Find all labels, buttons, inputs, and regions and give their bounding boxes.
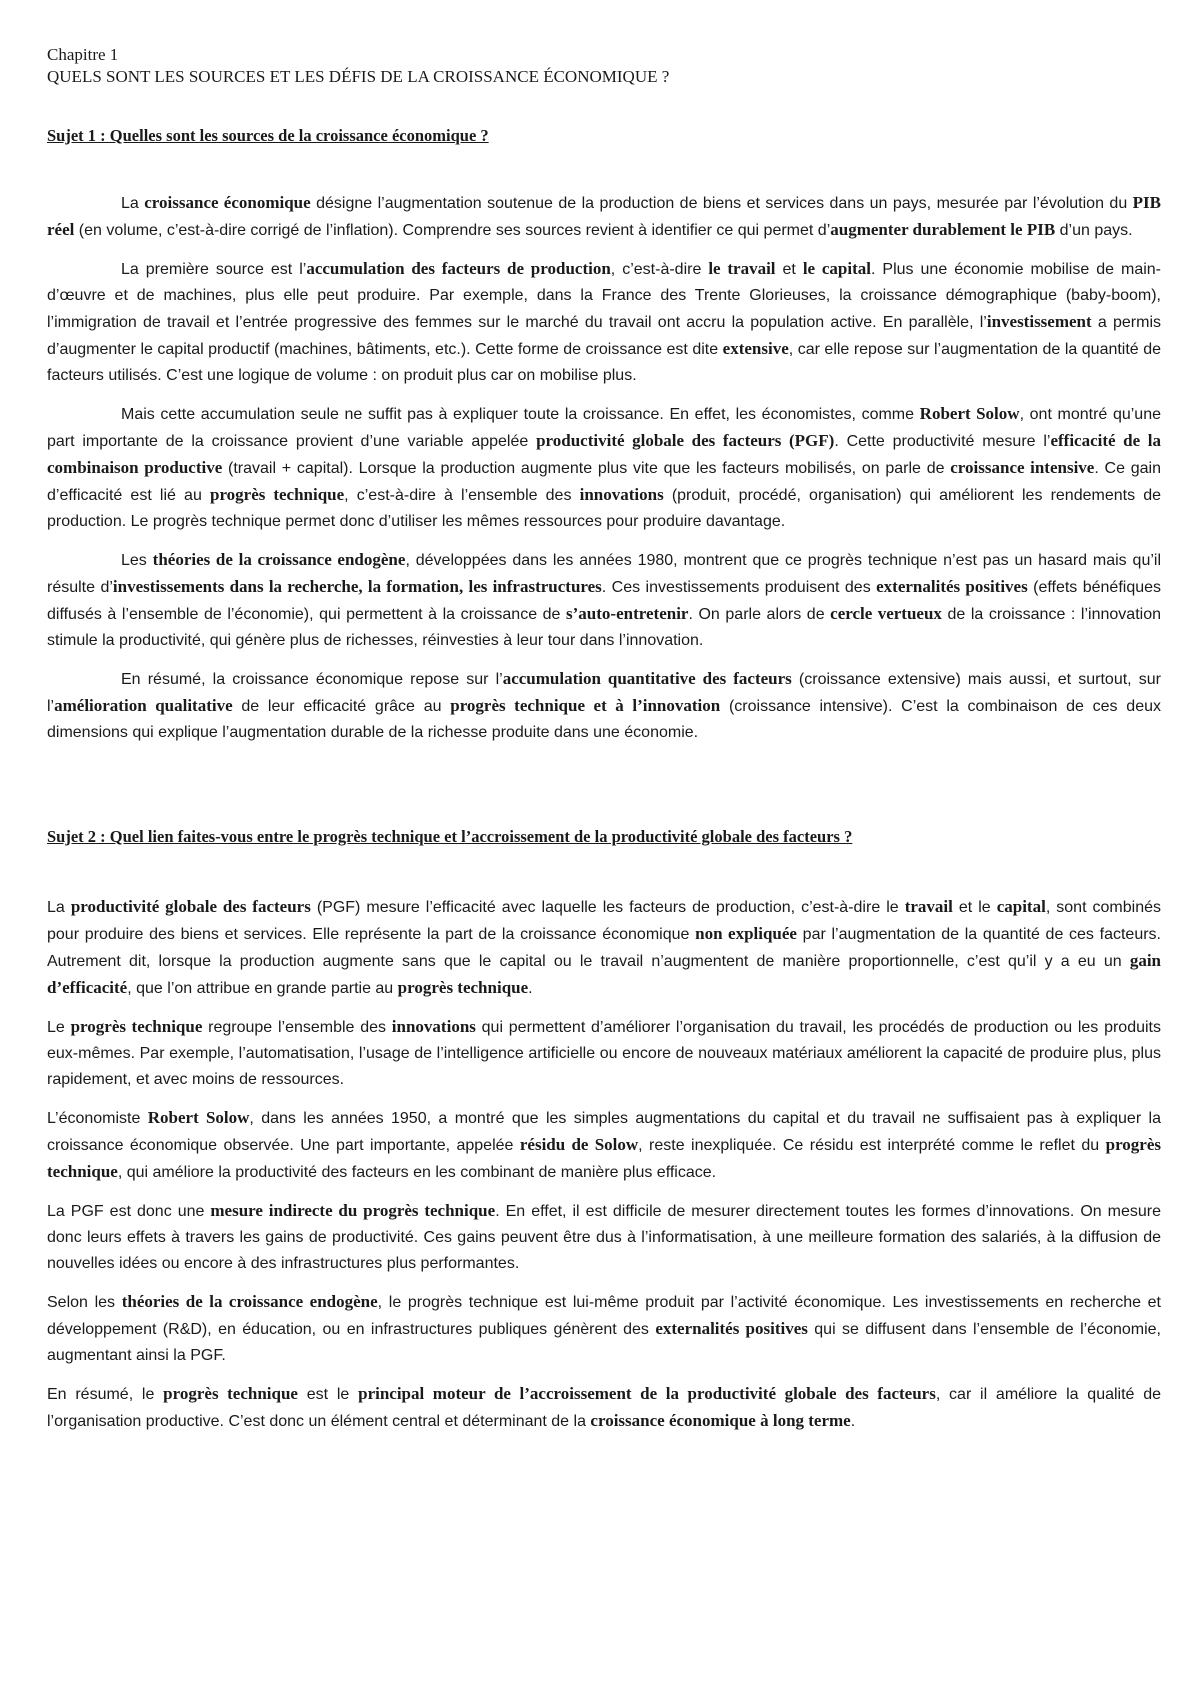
emphasis-term: amélioration qualitative (54, 696, 233, 715)
emphasis-term: innovations (579, 485, 664, 504)
subject-2-paragraph: La PGF est donc une mesure indirecte du progrès technique. En effet, il est difficile de mesurer directement toutes les formes d’innovations. On mesure donc leurs effets à travers les gains de productivité. Ces gains peuvent être dus à l’informatisation, à une meilleure formation des salariés, à la diffusion de nouvelles idées ou encore à des infrastructures plus performantes. (47, 1201, 1161, 1272)
subject-1-section (47, 125, 1161, 746)
chapter-number: Chapitre 1 (47, 45, 119, 64)
emphasis-term: Robert Solow (919, 404, 1020, 423)
document-page (47, 44, 1161, 1447)
emphasis-term: théories de la croissance endogène (152, 550, 406, 569)
emphasis-term: efficacité de la combinaison productive (47, 431, 1161, 477)
emphasis-term: cercle vertueux (830, 604, 942, 623)
subject-2-paragraph: L’économiste Robert Solow, dans les années 1950, a montré que les simples augmentations du capital et du travail ne suffisaient pas à expliquer la croissance économique observée. Une part importante, appelée résidu de Solow, reste inexpliquée. Ce résidu est interprété comme le reflet du progrès technique, qui améliore la productivité des facteurs en les combinant de manière plus efficace. (47, 1108, 1162, 1181)
emphasis-term: extensive (722, 339, 789, 358)
subject-1-paragraph: Les théories de la croissance endogène, développées dans les années 1980, montrent que ce progrès technique n’est pas un hasard mais qu’il résulte d’investissements dans la recherche, la formation, les infrastructures. Ces investissements produisent des externalités positives (effets bénéfiques diffusés à l’ensemble de l’économie), qui permettent à la croissance de s’auto-entretenir. On parle alors de cercle vertueux de la croissance : l’innovation stimule la productivité, qui génère plus de richesses, réinvesties à leur tour dans l’innovation. (47, 550, 1162, 649)
subject-1-title: Sujet 1 : Quelles sont les sources de la croissance économique ? (47, 126, 489, 145)
subject-2-section (47, 826, 1161, 1435)
emphasis-term: progrès technique (70, 1017, 203, 1036)
subject-2-paragraph: La productivité globale des facteurs (PGF) mesure l’efficacité avec laquelle les facteurs de production, c’est-à-dire le travail et le capital, sont combinés pour produire des biens et services. Elle représente la part de la croissance économique non expliquée par l’augmentation de la quantité de ces facteurs. Autrement dit, lorsque la production augmente sans que le capital ou le travail n’augmentent de manière proportionnelle, c’est qu’il y a eu un gain d’efficacité, que l’on attribue en grande partie au progrès technique. (47, 897, 1161, 997)
emphasis-term: principal moteur de l’accroissement de la productivité globale des facteurs (358, 1384, 936, 1403)
emphasis-term: investissements dans la recherche, la formation, les infrastructures (112, 577, 602, 596)
emphasis-term: le capital (802, 259, 871, 278)
subject-1-paragraph: Mais cette accumulation seule ne suffit pas à expliquer toute la croissance. En effet, les économistes, comme Robert Solow, ont montré qu’une part importante de la croissance provient d’une variable appelée productivité globale des facteurs (PGF). Cette productivité mesure l’efficacité de la combinaison productive (travail + capital). Lorsque la production augmente plus vite que les facteurs mobilisés, on parle de croissance intensive. Ce gain d’efficacité est lié au progrès technique, c’est-à-dire à l’ensemble des innovations (produit, procédé, organisation) qui améliorent les rendements de production. Le progrès technique permet donc d’utiliser les mêmes ressources pour produire davantage. (47, 404, 1162, 530)
emphasis-term: mesure indirecte du progrès technique (210, 1201, 496, 1220)
emphasis-term: croissance intensive (950, 458, 1095, 477)
emphasis-term: capital (996, 897, 1046, 916)
chapter-title: QUELS SONT LES SOURCES ET LES DÉFIS DE LA CROISSANCE ÉCONOMIQUE ? (47, 67, 670, 86)
emphasis-term: progrès technique et à l’innovation (450, 696, 721, 715)
subject-2-title: Sujet 2 : Quel lien faites-vous entre le progrès technique et l’accroissement de la productivité globale des facteurs ? (47, 827, 853, 846)
subject-2-paragraph: En résumé, le progrès technique est le principal moteur de l’accroissement de la productivité globale des facteurs, car il améliore la qualité de l’organisation productive. C’est donc un élément central et déterminant de la croissance économique à long terme. (47, 1384, 1162, 1430)
emphasis-term: externalités positives (876, 577, 1028, 596)
emphasis-term: théories de la croissance endogène (121, 1292, 378, 1311)
emphasis-term: accumulation quantitative des facteurs (502, 669, 792, 688)
emphasis-term: non expliquée (695, 924, 797, 943)
emphasis-term: innovations (391, 1017, 476, 1036)
emphasis-term: progrès technique (163, 1384, 298, 1403)
emphasis-term: progrès technique (209, 485, 345, 504)
emphasis-term: croissance économique à long terme (590, 1411, 851, 1430)
emphasis-term: gain d’efficacité (47, 951, 1161, 997)
emphasis-term: Robert Solow (147, 1108, 250, 1127)
emphasis-term: progrès technique (397, 978, 529, 997)
emphasis-term: croissance économique (144, 193, 311, 212)
emphasis-term: progrès technique (47, 1135, 1162, 1181)
subject-1-paragraph: La première source est l’accumulation des facteurs de production, c’est-à-dire le travail et le capital. Plus une économie mobilise de main-d’œuvre et de machines, plus elle peut produire. Par exemple, dans la France des Trente Glorieuses, la croissance démographique (baby-boom), l’immigration de travail et l’entrée progressive des femmes sur le marché du travail ont accru la population active. En parallèle, l’investissement a permis d’augmenter le capital productif (machines, bâtiments, etc.). Cette forme de croissance est dite extensive, car elle repose sur l’augmentation de la quantité de facteurs utilisés. C’est une logique de volume : on produit plus car on mobilise plus. (47, 259, 1162, 384)
emphasis-term: PIB réel (47, 193, 1162, 239)
subject-2-paragraph: Le progrès technique regroupe l’ensemble des innovations qui permettent d’améliorer l’organisation du travail, les procédés de production ou les produits eux-mêmes. Par exemple, l’automatisation, l’usage de l’intelligence artificielle ou encore de nouveaux matériaux améliorent la capacité de produire plus, plus rapidement, et avec moins de ressources. (47, 1017, 1162, 1088)
emphasis-term: résidu de Solow (519, 1135, 639, 1154)
emphasis-term: investissement (986, 312, 1092, 331)
chapter-header (47, 44, 1161, 88)
emphasis-term: externalités positives (655, 1319, 808, 1338)
emphasis-term: le travail (708, 259, 776, 278)
subject-1-paragraph: La croissance économique désigne l’augmentation soutenue de la production de biens et services dans un pays, mesurée par l’évolution du PIB réel (en volume, c’est-à-dire corrigé de l’inflation). Comprendre ses sources revient à identifier ce qui permet d’augmenter durablement le PIB d’un pays. (47, 193, 1162, 239)
subject-2-body (47, 894, 1161, 1435)
subject-2-paragraph: Selon les théories de la croissance endogène, le progrès technique est lui-même produit par l’activité économique. Les investissements en recherche et développement (R&D), en éducation, ou en infrastructures publiques génèrent des externalités positives qui se diffusent dans l’ensemble de l’économie, augmentant ainsi la PGF. (47, 1292, 1162, 1364)
emphasis-term: travail (904, 897, 953, 916)
emphasis-term: s’auto-entretenir (566, 604, 689, 623)
subject-1-paragraph: En résumé, la croissance économique repose sur l’accumulation quantitative des facteurs (croissance extensive) mais aussi, et surtout, sur l’amélioration qualitative de leur efficacité grâce au progrès technique et à l’innovation (croissance intensive). C’est la combinaison de ces deux dimensions qui explique l’augmentation durable de la richesse produite dans une économie. (47, 669, 1161, 741)
emphasis-term: accumulation des facteurs de production (306, 259, 611, 278)
emphasis-term: productivité globale des facteurs (70, 897, 311, 916)
emphasis-term: productivité globale des facteurs (PGF) (536, 431, 835, 450)
emphasis-term: augmenter durablement le PIB (830, 220, 1056, 239)
subject-1-body (47, 190, 1161, 746)
